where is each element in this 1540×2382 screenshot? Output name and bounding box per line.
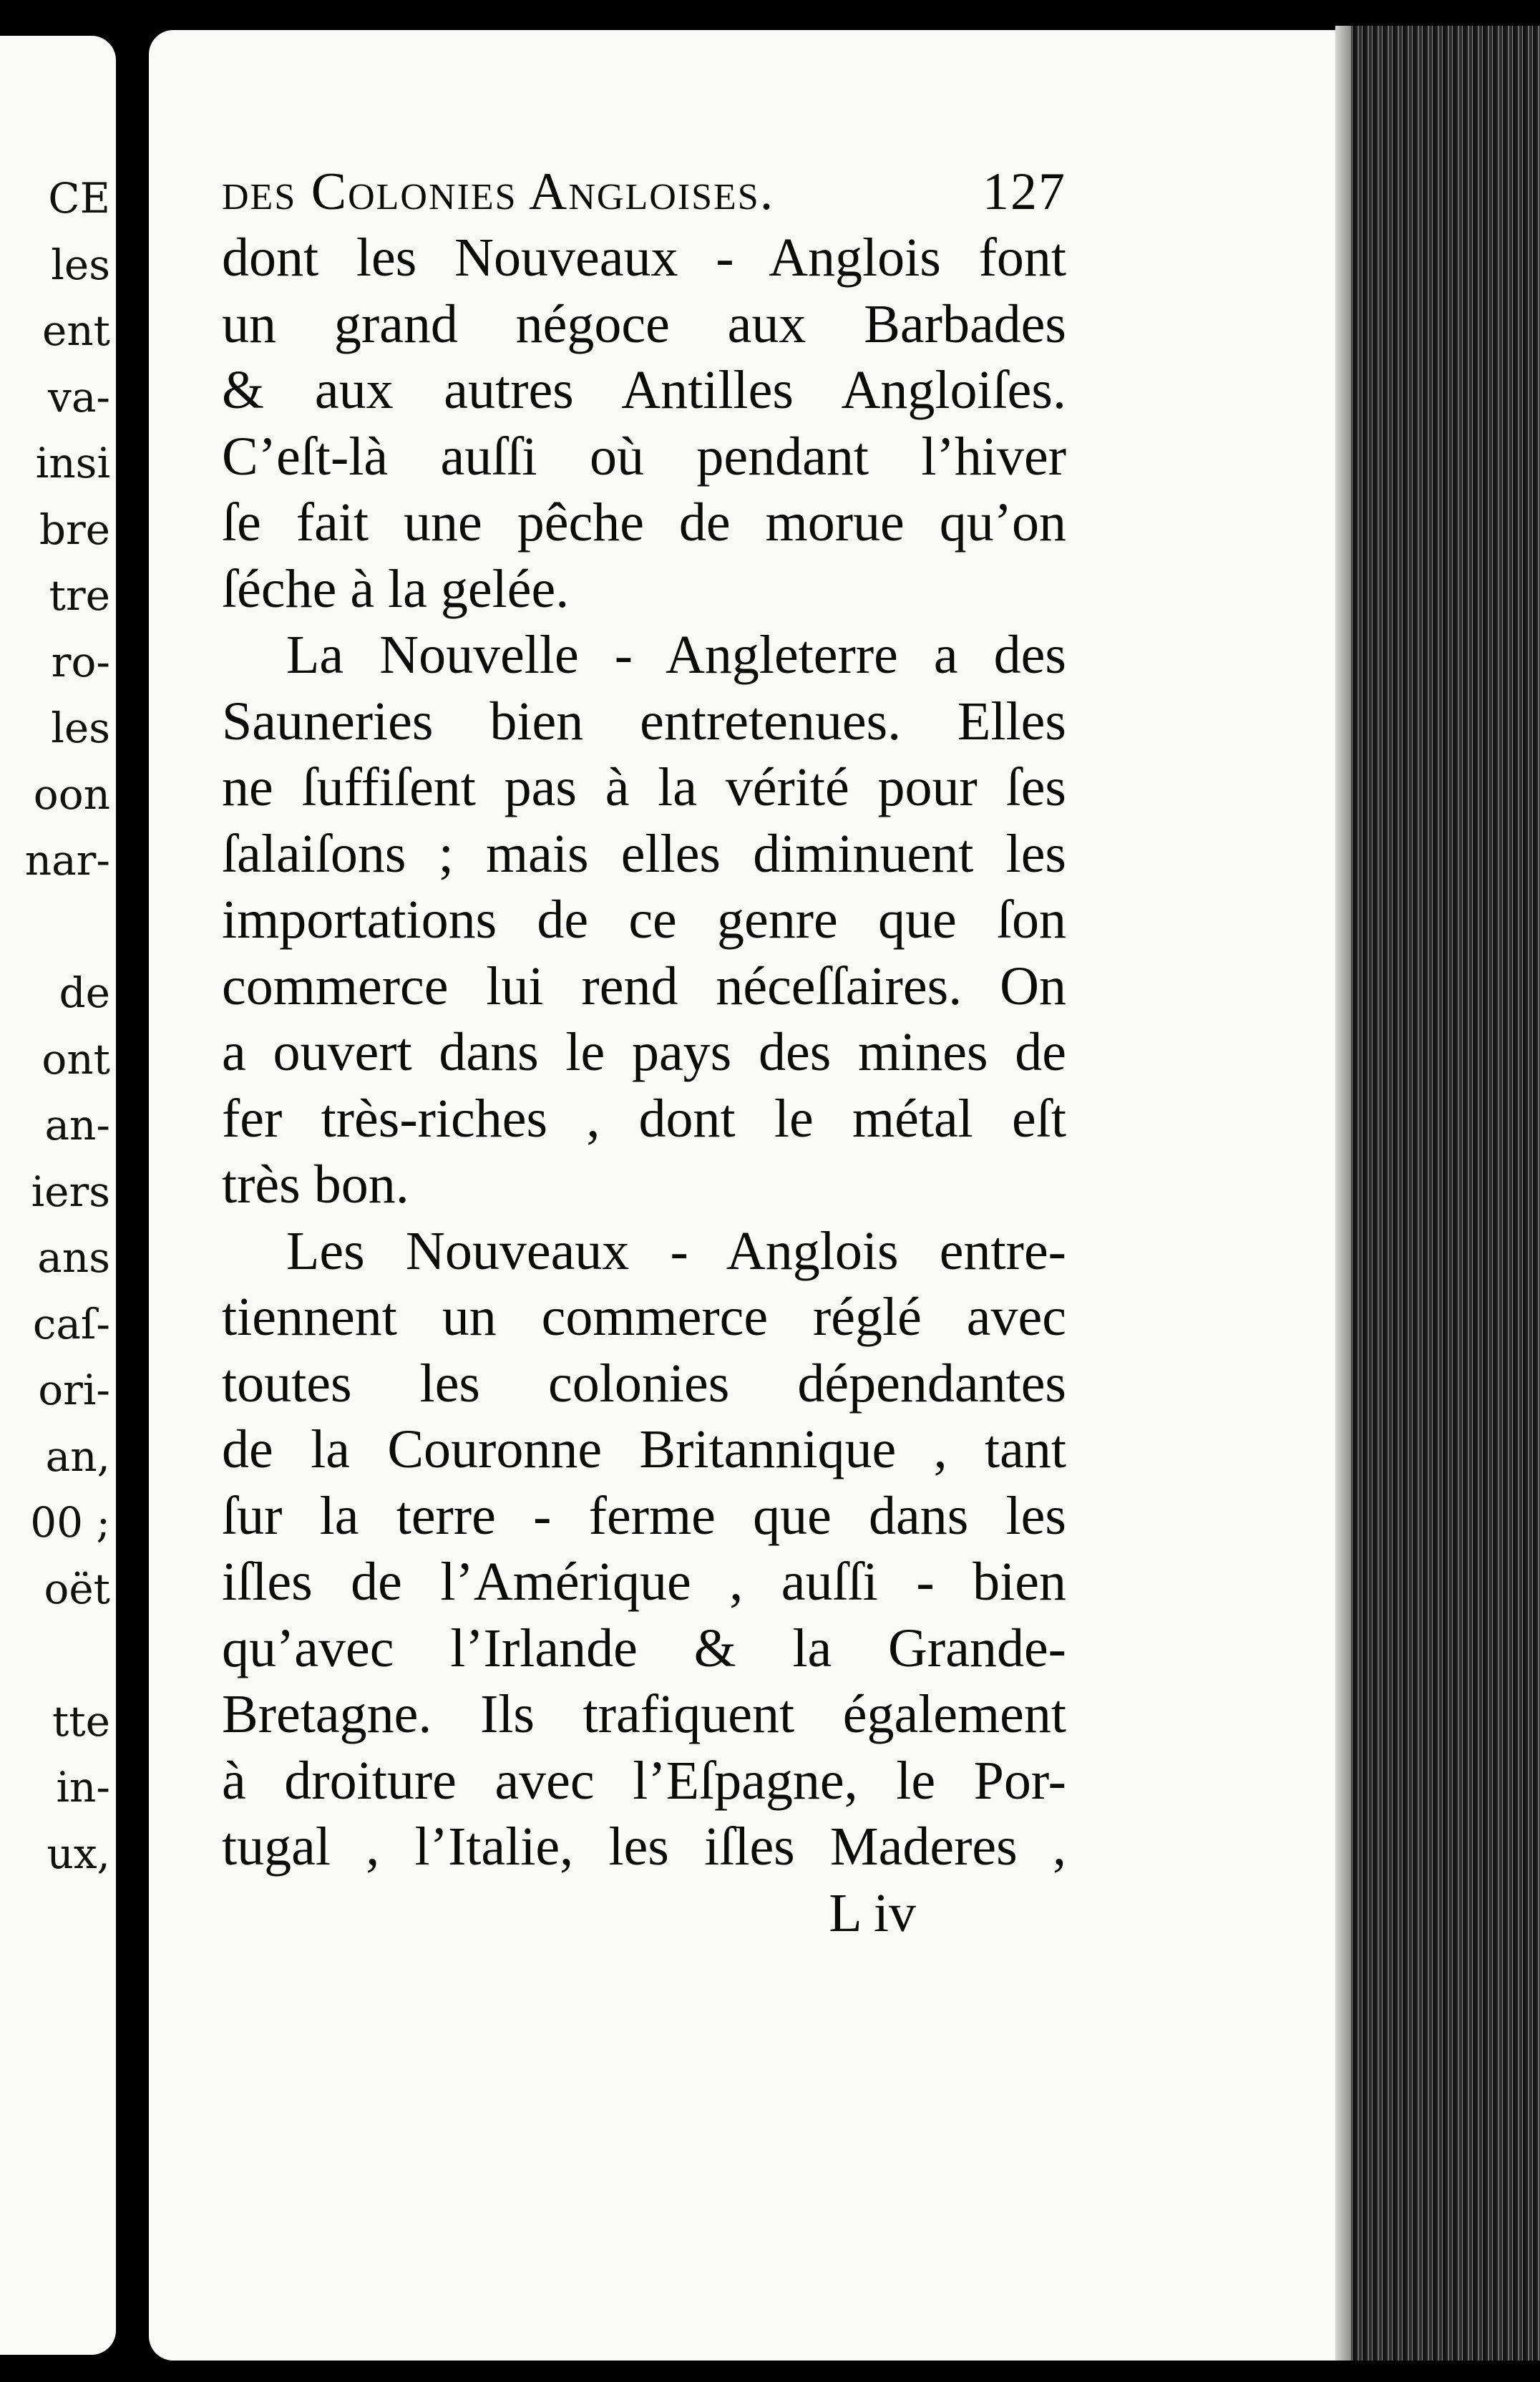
left-page-line: nar- bbox=[24, 836, 110, 885]
left-page-line: CE bbox=[48, 174, 110, 223]
left-page-line: 00 ; bbox=[30, 1498, 110, 1547]
text-line: commerce lui rend néceſſaires. On bbox=[222, 956, 1066, 1016]
text-line: tugal , l’Italie, les iſles Maderes , bbox=[222, 1817, 1066, 1877]
text-line: La Nouvelle - Angleterre a des bbox=[286, 625, 1066, 685]
text-line: fer très-riches , dont le métal eſt bbox=[222, 1088, 1066, 1149]
text-line: ſéche à la gelée. bbox=[222, 558, 570, 619]
text-line: a ouvert dans le pays des mines de bbox=[222, 1022, 1066, 1082]
page-edge-highlight bbox=[1335, 26, 1351, 2361]
text-line: dont les Nouveaux - Anglois font bbox=[222, 228, 1066, 288]
text-line: ſe fait une pêche de morue qu’on bbox=[222, 492, 1066, 553]
page-number: 127 bbox=[983, 162, 1066, 221]
left-page-fragment bbox=[0, 36, 116, 2355]
left-page-line: iers bbox=[31, 1167, 110, 1216]
left-page-line: an- bbox=[44, 1101, 110, 1149]
text-line: Sauneries bien entretenues. Elles bbox=[222, 691, 1066, 752]
left-page-line: in- bbox=[56, 1763, 110, 1812]
signature-mark: L iv bbox=[829, 1882, 916, 1943]
text-line: iſles de l’Amérique , auſſi - bien bbox=[222, 1552, 1066, 1612]
left-page-line: ro- bbox=[51, 637, 110, 686]
left-page-line: de bbox=[59, 968, 110, 1017]
body-text bbox=[222, 225, 1066, 1880]
text-line: ſalaiſons ; mais elles diminuent les bbox=[222, 823, 1066, 884]
left-page-line: ont bbox=[42, 1034, 110, 1084]
left-page-line: les bbox=[51, 240, 110, 289]
left-page-line: va- bbox=[48, 372, 110, 422]
page-text bbox=[222, 159, 1066, 1946]
left-page-line: tre bbox=[49, 571, 110, 620]
text-line: très bon. bbox=[222, 1154, 409, 1215]
left-page-line: tte bbox=[52, 1696, 110, 1746]
running-header bbox=[222, 159, 1066, 225]
left-page-line: ans bbox=[37, 1233, 110, 1282]
left-page-line: insi bbox=[35, 439, 110, 487]
left-page-line: caſ- bbox=[32, 1299, 110, 1348]
text-line: à droiture avec l’Eſpagne, le Por- bbox=[222, 1750, 1066, 1811]
left-page-line: ori- bbox=[38, 1366, 110, 1414]
left-page-line: bre bbox=[39, 505, 110, 554]
text-line: de la Couronne Britannique , tant bbox=[222, 1419, 1066, 1479]
text-line: & aux autres Antilles Angloiſes. bbox=[222, 360, 1066, 420]
left-page-line: oon bbox=[33, 769, 110, 819]
text-line: qu’avec l’Irlande & la Grande- bbox=[222, 1618, 1066, 1678]
text-line: ne ſuffiſent pas à la vérité pour ſes bbox=[222, 757, 1066, 817]
left-page-line: les bbox=[51, 704, 110, 752]
text-line: importations de ce genre que ſon bbox=[222, 890, 1066, 950]
text-line: toutes les colonies dépendantes bbox=[222, 1353, 1066, 1414]
left-page-line: oët bbox=[44, 1564, 110, 1613]
text-line: tiennent un commerce réglé avec bbox=[222, 1287, 1066, 1347]
running-title: des Colonies Angloises. bbox=[222, 162, 775, 221]
text-line: ſur la terre - ferme que dans les bbox=[222, 1485, 1066, 1546]
text-line: Les Nouveaux - Anglois entre- bbox=[286, 1220, 1066, 1281]
left-page-line: ent bbox=[42, 306, 110, 355]
left-page-line: ux, bbox=[47, 1829, 110, 1878]
text-line: C’eſt-là auſſi où pendant l’hiver bbox=[222, 426, 1066, 487]
left-page-line: an, bbox=[45, 1431, 110, 1481]
text-line: un grand négoce aux Barbades bbox=[222, 293, 1066, 354]
text-line: Bretagne. Ils trafiquent également bbox=[222, 1684, 1066, 1744]
page-edges bbox=[1335, 26, 1540, 2361]
